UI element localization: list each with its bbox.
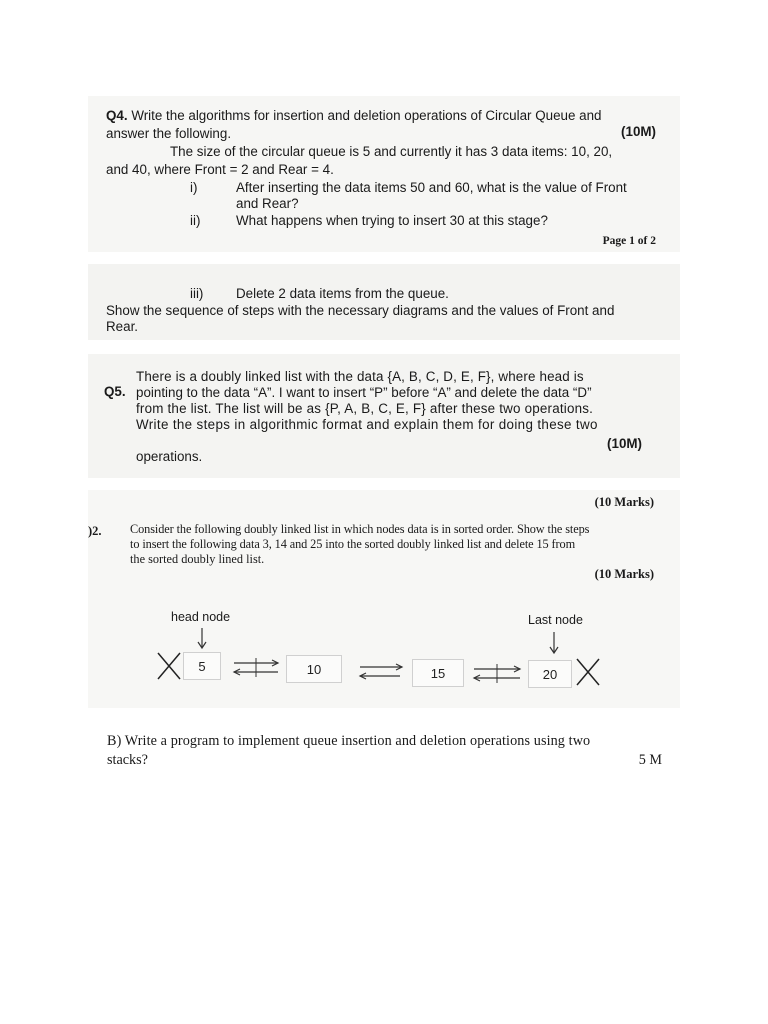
null-cross-right-icon bbox=[575, 657, 601, 687]
q4-sub-iii-number: iii) bbox=[190, 286, 204, 301]
q4-marks: (10M) bbox=[621, 124, 656, 139]
q5-line-4: Write the steps in algorithmic format and explain them for doing these two bbox=[136, 417, 598, 432]
q4-sub-i-line-1: After inserting the data items 50 and 60, what is the value of Front bbox=[236, 180, 627, 195]
q4-line-4: and 40, where Front = 2 and Rear = 4. bbox=[106, 162, 334, 177]
q4-sub-iii-line-1: Delete 2 data items from the queue. bbox=[236, 286, 449, 301]
q2-line-2: to insert the following data 3, 14 and 25 into the sorted doubly linked list and delete 15 from bbox=[130, 537, 576, 551]
q4-sub-ii-number: ii) bbox=[190, 213, 201, 228]
q4-label: Q4. bbox=[106, 108, 128, 123]
q2-label: )2. bbox=[88, 524, 102, 538]
q2-marks: (10 Marks) bbox=[594, 567, 654, 581]
q4-sub-i-number: i) bbox=[190, 180, 198, 195]
q5-line-1: There is a doubly linked list with the data {A, B, C, D, E, F}, where head is bbox=[136, 369, 584, 384]
qb-line-2: stacks? bbox=[107, 752, 148, 768]
q4-line-2: answer the following. bbox=[106, 126, 232, 141]
list-node-15: 15 bbox=[412, 659, 464, 687]
q4-line-3: The size of the circular queue is 5 and currently it has 3 data items: 10, 20, bbox=[170, 144, 613, 159]
last-node-label: Last node bbox=[528, 613, 583, 627]
q4-continued-strip bbox=[88, 264, 680, 340]
q5-marks: (10M) bbox=[607, 436, 642, 451]
page-number: Page 1 of 2 bbox=[602, 235, 656, 247]
list-node-10: 10 bbox=[286, 655, 342, 683]
q4-sub-ii-line-1: What happens when trying to insert 30 at this stage? bbox=[236, 213, 548, 228]
q5-line-5: operations. bbox=[136, 449, 203, 464]
q2-top-marks: (10 Marks) bbox=[594, 495, 654, 509]
link-arrows-10-15 bbox=[356, 662, 406, 682]
q4-show-line-1: Show the sequence of steps with the necessary diagrams and the values of Front and bbox=[106, 303, 615, 318]
q4-show-line-2: Rear. bbox=[106, 319, 139, 334]
q5-label: Q5. bbox=[104, 384, 126, 399]
link-arrows-5-10 bbox=[232, 658, 282, 678]
q4-text-1: Write the algorithms for insertion and deletion operations of Circular Queue and bbox=[131, 108, 602, 123]
qb-marks: 5 M bbox=[638, 752, 662, 768]
q4-line-1 bbox=[106, 108, 602, 124]
q5-line-3: from the list. The list will be as {P, A, B, C, E, F} after these two operations. bbox=[136, 401, 594, 416]
q2-line-1: Consider the following doubly linked list in which nodes data is in sorted order. Show the steps bbox=[130, 522, 590, 536]
list-node-5: 5 bbox=[183, 652, 221, 680]
q5-line-2: pointing to the data “A”. I want to insert “P” before “A” and delete the data “D” bbox=[136, 385, 592, 400]
q4-sub-i-line-2: and Rear? bbox=[236, 196, 299, 211]
q2-line-3: the sorted doubly lined list. bbox=[130, 552, 265, 566]
null-cross-left-icon bbox=[156, 651, 182, 681]
last-pointer-arrow bbox=[546, 632, 562, 656]
head-pointer-arrow bbox=[195, 628, 211, 652]
qb-line-1: B) Write a program to implement queue insertion and deletion operations using two bbox=[107, 733, 591, 749]
link-arrows-15-20 bbox=[470, 664, 524, 684]
list-node-20: 20 bbox=[528, 660, 572, 688]
head-node-label: head node bbox=[171, 610, 231, 624]
